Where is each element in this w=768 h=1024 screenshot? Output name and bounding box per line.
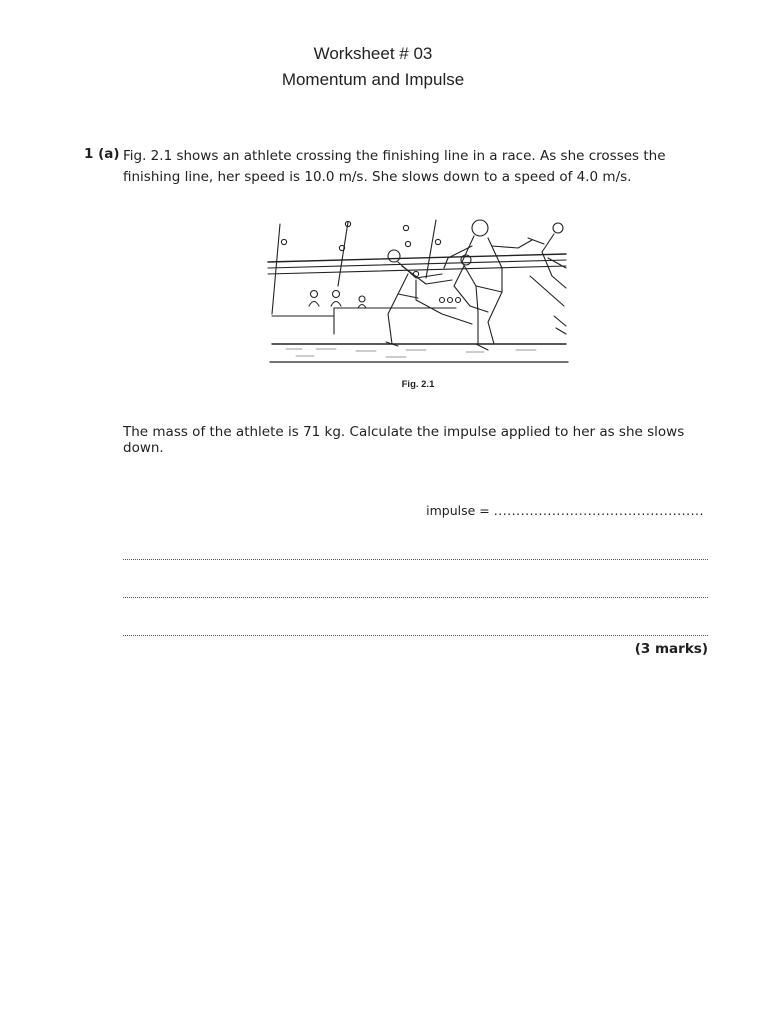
- working-line-3[interactable]: [123, 635, 708, 636]
- marks-label: (3 marks): [634, 641, 708, 657]
- working-line-2[interactable]: [123, 597, 708, 598]
- answer-label: impulse =: [426, 503, 490, 518]
- question-number: 1 (a): [84, 146, 120, 162]
- worksheet-subtitle: Momentum and Impulse: [281, 70, 465, 89]
- question-prompt: The mass of the athlete is 71 kg. Calculate the impulse applied to her as she slows down.: [123, 424, 685, 456]
- working-line-1[interactable]: [123, 559, 708, 560]
- figure-caption: Fig. 2.1: [401, 379, 435, 390]
- athletes-figure: [266, 216, 570, 366]
- question-intro: Fig. 2.1 shows an athlete crossing the finishing line in a race. As she crosses the finishing line, her speed is 10.0 m/s. She slows down to a speed of 4.0 m/s.: [123, 148, 666, 185]
- impulse-answer-field[interactable]: [426, 503, 704, 518]
- worksheet-title: Worksheet # 03: [313, 44, 433, 63]
- answer-blank[interactable]: ...............................................: [493, 503, 704, 518]
